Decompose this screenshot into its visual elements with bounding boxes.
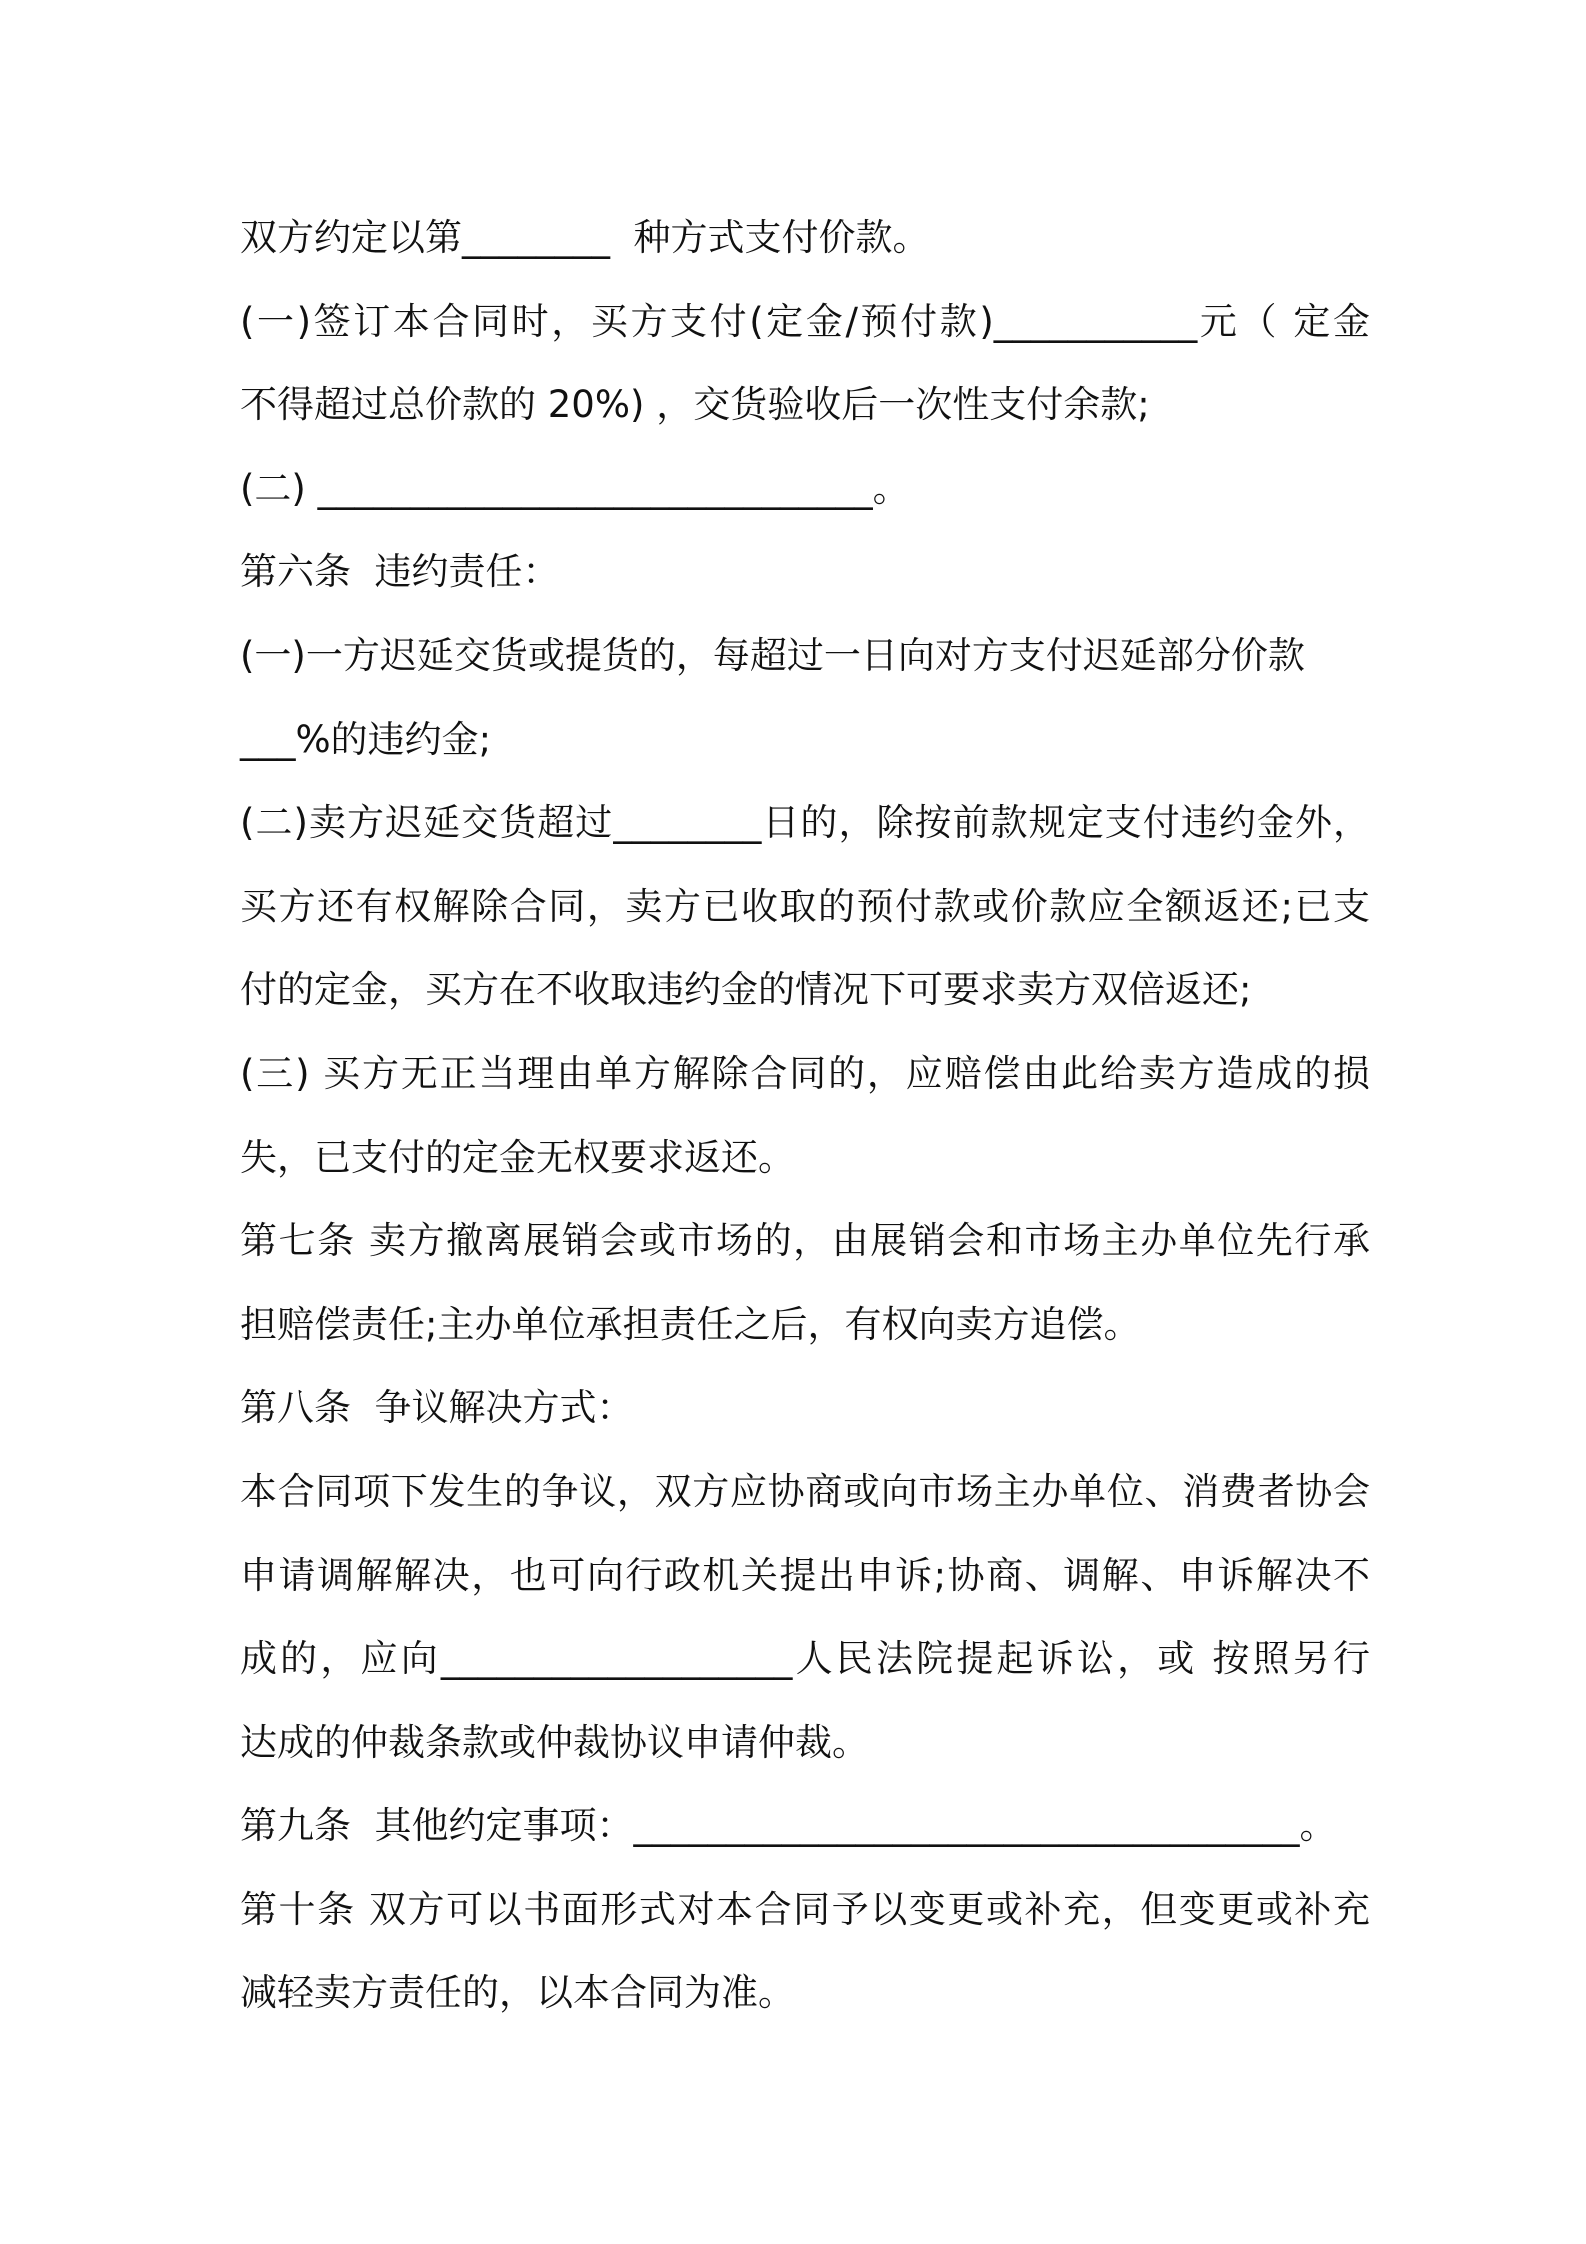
payment-clause-2-line: (二) ______________________________。	[240, 466, 910, 510]
article-8-heading: 第八条 争议解决方式：	[240, 1386, 634, 1430]
article-10-line-2: 减轻卖方责任的，以本合同为准。	[240, 1971, 795, 2015]
liability-clause-1-line-2: ___%的违约金;	[240, 717, 492, 761]
payment-clause-1-line-1: (一)签订本合同时，买方支付(定金/预付款)___________元（ 定金	[240, 299, 1370, 343]
liability-clause-2-line-1: (二)卖方迟延交货超过________日的，除按前款规定支付违约金外，	[240, 801, 1370, 845]
article-9-line: 第九条 其他约定事项：____________________________________。	[240, 1804, 1337, 1848]
liability-clause-3-line-1: (三) 买方无正当理由单方解除合同的，应赔偿由此给卖方造成的损	[240, 1051, 1370, 1095]
article-7-line-1: 第七条 卖方撤离展销会或市场的，由展销会和市场主办单位先行承	[240, 1219, 1370, 1263]
dispute-line-4: 达成的仲裁条款或仲裁协议申请仲裁。	[240, 1720, 869, 1764]
liability-clause-1-line-1: (一)一方迟延交货或提货的，每超过一日向对方支付迟延部分价款	[240, 633, 1305, 677]
liability-clause-2-line-2: 买方还有权解除合同，卖方已收取的预付款或价款应全额返还;已支	[240, 884, 1370, 928]
article-7-line-2: 担赔偿责任;主办单位承担责任之后，有权向卖方追偿。	[240, 1302, 1141, 1346]
dispute-line-1: 本合同项下发生的争议，双方应协商或向市场主办单位、消费者协会	[240, 1469, 1370, 1513]
dispute-line-3: 成的，应向___________________人民法院提起诉讼，或 按照另行	[240, 1637, 1370, 1681]
payment-method-line: 双方约定以第________ 种方式支付价款。	[240, 216, 930, 259]
article-6-heading: 第六条 违约责任：	[240, 550, 560, 594]
payment-clause-1-line-2: 不得超过总价款的 20%) ，交货验收后一次性支付余款;	[240, 383, 1150, 427]
liability-clause-2-line-3: 付的定金，买方在不收取违约金的情况下可要求卖方双倍返还;	[240, 968, 1252, 1012]
dispute-line-2: 申请调解解决，也可向行政机关提出申诉;协商、调解、申诉解决不	[240, 1553, 1370, 1597]
liability-clause-3-line-2: 失，已支付的定金无权要求返还。	[240, 1135, 795, 1179]
document-body	[240, 196, 1370, 2035]
article-10-line-1: 第十条 双方可以书面形式对本合同予以变更或补充，但变更或补充	[240, 1887, 1370, 1931]
